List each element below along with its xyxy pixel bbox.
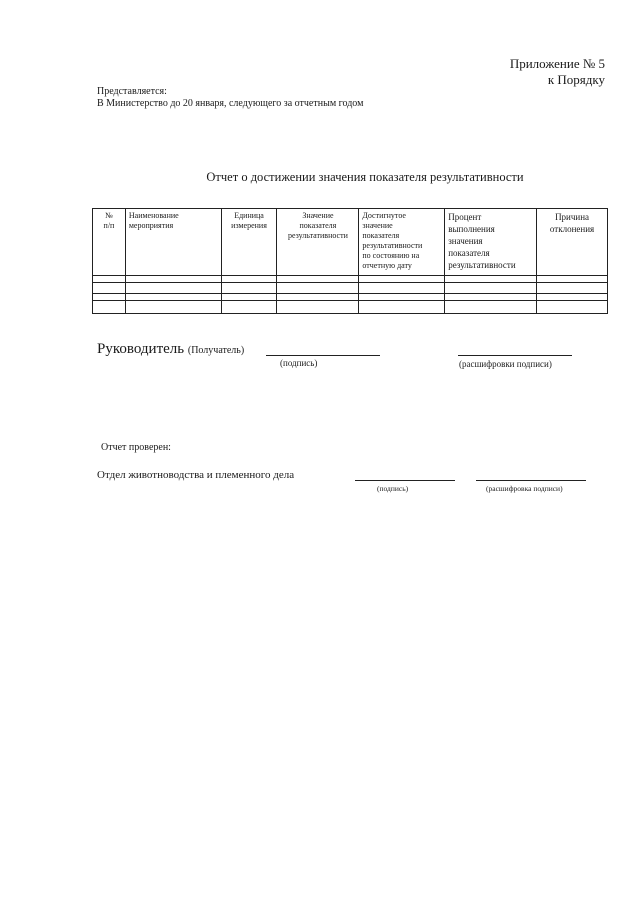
director-signature-line xyxy=(266,355,380,356)
appendix-header xyxy=(510,56,605,88)
column-header-activity: Наименование мероприятия xyxy=(125,209,221,276)
appendix-reference: к Порядку xyxy=(547,72,605,87)
verification-label: Отчет проверен: xyxy=(101,442,171,453)
director-signature-label xyxy=(97,341,244,358)
submission-label: Представляется: xyxy=(97,86,167,97)
department-sign-caption: (подпись) xyxy=(377,484,409,493)
director-title: Руководитель xyxy=(97,341,185,357)
column-header-reason: Причина отклонения xyxy=(537,209,608,276)
director-sign-caption: (подпись) xyxy=(280,358,318,368)
recipient-note: (Получатель) xyxy=(187,345,245,356)
director-decode-line xyxy=(458,355,572,356)
department-decode-line xyxy=(476,480,586,481)
submission-block xyxy=(97,86,363,110)
column-header-number: № п/п xyxy=(93,209,126,276)
table-header-row xyxy=(93,209,608,276)
column-header-unit: Единица измерения xyxy=(221,209,277,276)
table-row xyxy=(93,283,608,294)
director-decode-caption: (расшифровки подписи) xyxy=(459,359,552,369)
column-header-target-value: Значение показателя результативности xyxy=(277,209,359,276)
department-signature-line xyxy=(355,480,455,481)
column-header-achieved-value: Достигнутое значение показателя результативности по состоянию на отчетную дату xyxy=(359,209,445,276)
report-table xyxy=(92,208,608,314)
department-decode-caption: (расшифровка подписи) xyxy=(486,484,563,493)
department-name: Отдел животноводства и племенного дела xyxy=(97,469,295,481)
submission-text: В Министерство до 20 января, следующего за отчетным годом xyxy=(97,98,364,109)
column-header-percent: Процент выполнения значения показателя результативности xyxy=(445,209,537,276)
report-title: Отчет о достижении значения показателя результативности xyxy=(206,170,524,184)
table-row xyxy=(93,301,608,314)
table-row xyxy=(93,294,608,301)
appendix-number: Приложение № 5 xyxy=(509,56,605,71)
table-row xyxy=(93,276,608,283)
